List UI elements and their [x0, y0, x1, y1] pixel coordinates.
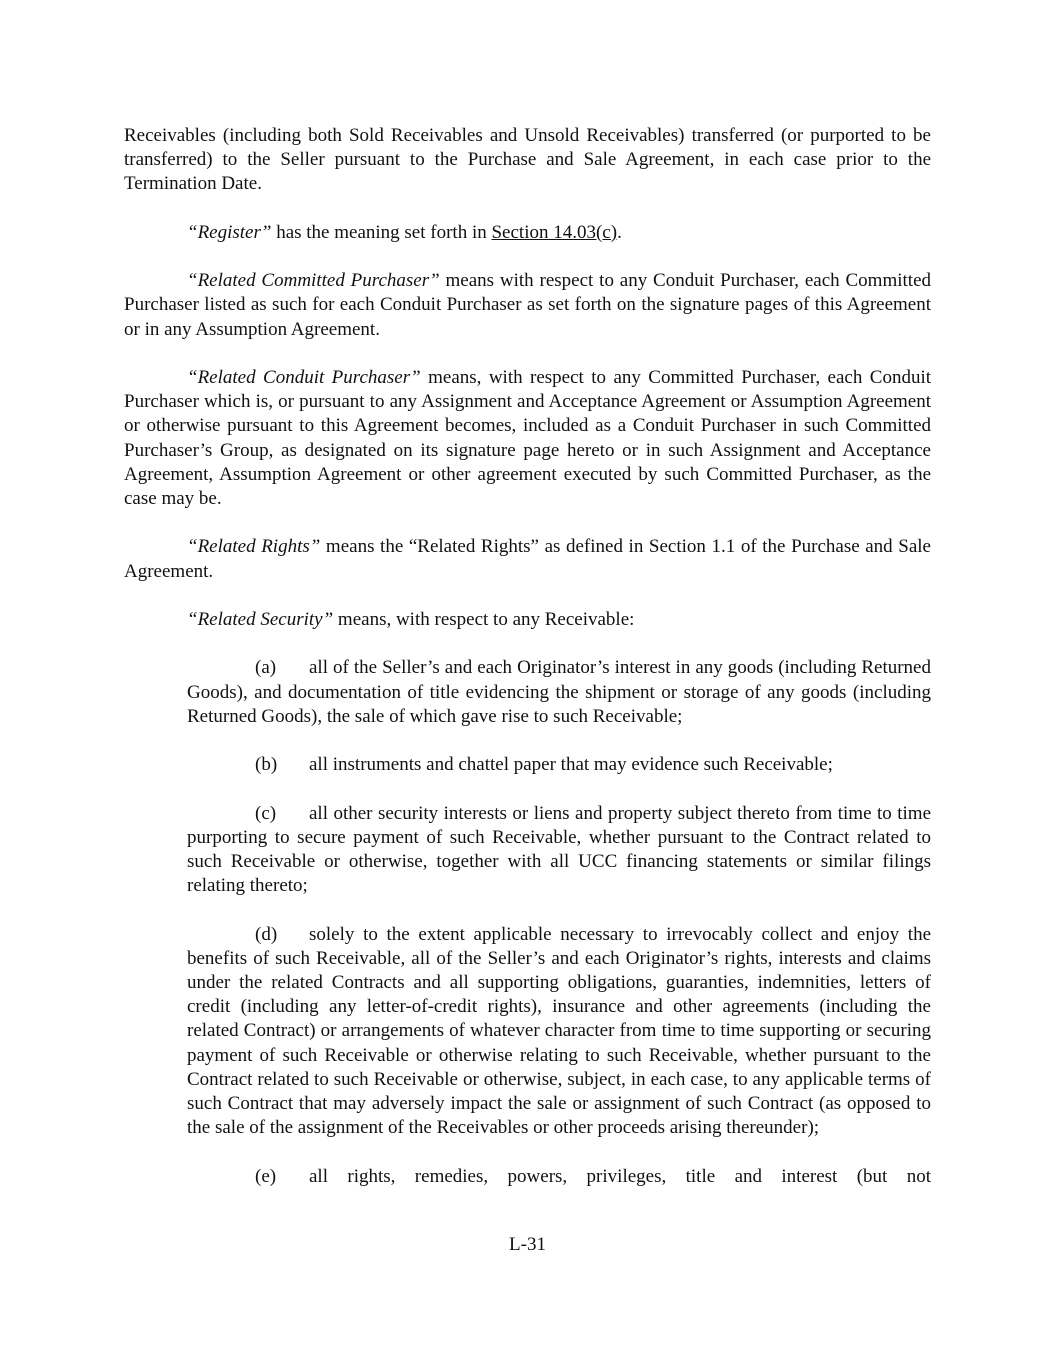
list-item-label: (e): [255, 1165, 277, 1187]
list-item-label: (c): [255, 802, 277, 824]
definition-related-security: [124, 608, 931, 632]
definition-related-rights: [124, 535, 931, 583]
defined-term: “Related Rights”: [187, 536, 321, 558]
document-page: [124, 124, 931, 1213]
definition-related-conduit-purchaser: [124, 366, 931, 511]
list-item-label: (d): [255, 923, 278, 945]
list-item-b: [187, 753, 931, 777]
section-reference: Section 14.03(c): [491, 221, 618, 243]
definition-text: means, with respect to any Committed Purchaser, each Conduit Purchaser which is, or pursuant to any Assignment and Acceptance Agreement or Assumption Agreement or otherwise pursuant to this Agreement becomes, included as a Conduit Purchaser in such Committed Purchaser’s Group, as designated on its signature page hereto or in such Assignment and Acceptance Agreement, Assumption Agreement or other agreement executed by such Committed Purchaser, as the case may be.: [124, 366, 931, 509]
paragraph-receivables-continuation: Receivables (including both Sold Receivables and Unsold Receivables) transferred (or purported to be transferred) to the Seller pursuant to the Purchase and Sale Agreement, in each case prior to the Termination Date.: [124, 125, 931, 195]
list-item-label: (a): [255, 657, 277, 679]
list-item-text: all other security interests or liens and property subject thereto from time to time purporting to secure payment of such Receivable, whether pursuant to the Contract related to such Receivable or otherwise, together with all UCC financing statements or similar filings relating thereto;: [187, 802, 931, 897]
list-item-e: [187, 1165, 931, 1189]
defined-term: “Related Security”: [187, 608, 334, 630]
defined-term: “Related Conduit Purchaser”: [187, 366, 421, 388]
list-item-a: [187, 656, 931, 729]
list-item-text: all of the Seller’s and each Originator’s interest in any goods (including Returned Goods), and documentation of title evidencing the shipment or storage of any goods (including Returned Goods), the sale of which gave rise to such Receivable;: [187, 657, 931, 727]
list-item-text: all instruments and chattel paper that may evidence such Receivable;: [309, 754, 833, 776]
definition-related-committed-purchaser: [124, 269, 931, 342]
list-item-c: [187, 802, 931, 899]
definition-text: has the meaning set forth in: [271, 221, 492, 243]
definition-register: [124, 221, 931, 245]
list-item-label: (b): [255, 754, 278, 776]
defined-term: “Related Committed Purchaser”: [187, 270, 440, 292]
list-item-text: all rights, remedies, powers, privileges, title and interest (but not: [309, 1165, 931, 1187]
definition-text: means the “Related Rights” as defined in Section 1.1 of the Purchase and Sale Agreement.: [124, 536, 931, 582]
definition-text: means with respect to any Conduit Purchaser, each Committed Purchaser listed as such for each Conduit Purchaser as set forth on the signature pages of this Agreement or in any Assumption Agreement.: [124, 270, 932, 340]
list-item-d: [187, 923, 931, 1141]
defined-term: “Register”: [187, 221, 272, 243]
definition-text: means, with respect to any Receivable:: [333, 608, 635, 630]
page-number: L-31: [509, 1234, 546, 1255]
list-item-text: solely to the extent applicable necessary to irrevocably collect and enjoy the benefits of such Receivable, all of the Seller’s and each Originator’s rights, interests and claims under the related Contracts and all supporting obligations, guaranties, indemnities, letters of credit (including any letter-of-credit rights), insurance and other agreements (including the related Contract) or arrangements of whatever character from time to time supporting or securing payment of such Receivable or otherwise relating to such Receivable, whether pursuant to the Contract related to such Receivable or otherwise, subject, in each case, to any applicable terms of such Contract that may adversely impact the sale or assignment of such Contract (as opposed to the sale of the assignment of the Receivables or other proceeds arising thereunder);: [187, 923, 931, 1139]
definition-end: .: [617, 221, 622, 243]
